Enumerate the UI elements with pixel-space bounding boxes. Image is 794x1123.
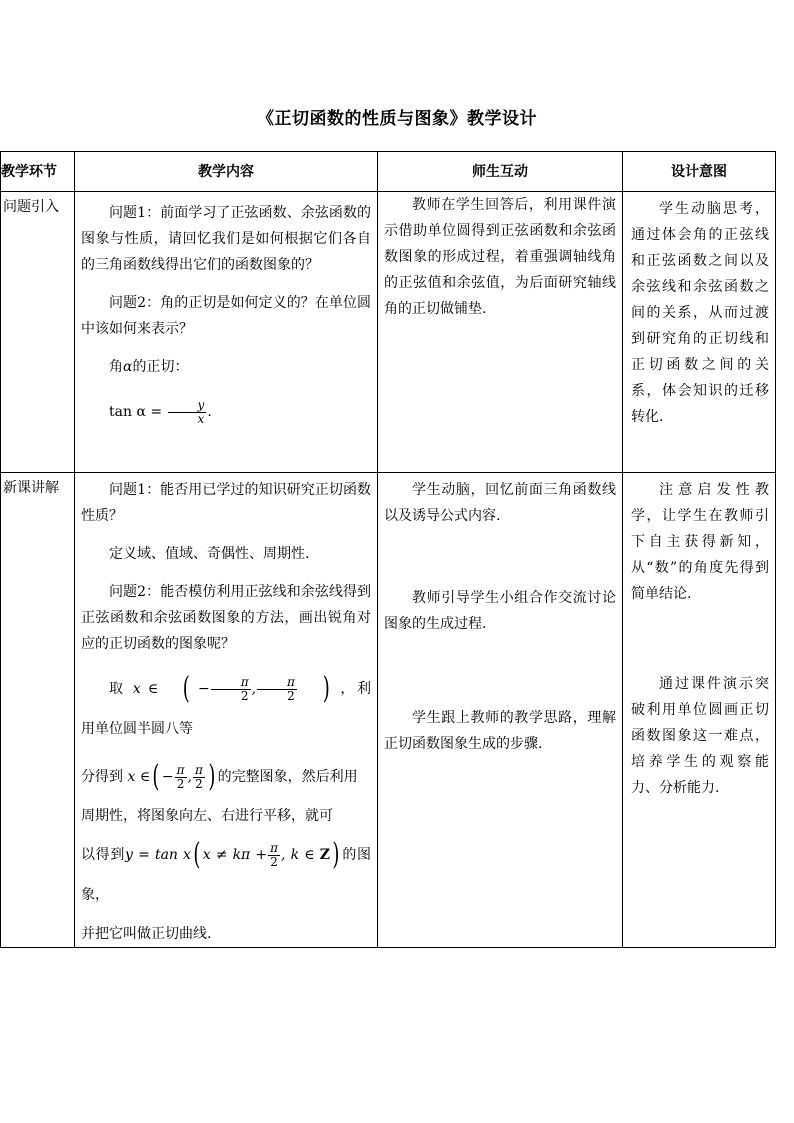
question-1: 问题1：能否用已学过的知识研究正切函数性质？ (81, 482, 371, 524)
properties-list: 定义域、值域、奇偶性、周期性. (109, 546, 310, 562)
design-text-2: 通过课件演示突破利用单位圆画正切函数图象这一难点，培养学生的观察能力、分析能力. (631, 676, 769, 796)
periodicity-line: 周期性，将图象向左、右进行平移，就可 (81, 808, 333, 824)
question-2: 问题2：角的正切是如何定义的？在单位圆中该如何来表示？ (81, 295, 371, 337)
document-title: 《正切函数的性质与图象》教学设计 (257, 109, 537, 129)
header-content: 教学内容 (75, 152, 378, 192)
split-interval: 分得到 x ∈( − $\frac{\pi}{2}$ , $\frac{\pi}{2}$ ) 的完整图象，然后利用 (81, 759, 358, 794)
content-cell (75, 473, 378, 948)
interaction-text: 教师在学生回答后，利用课件演示借助单位圆得到正弦函数和余弦函数图象的形成过程，着重强调轴线角的正弦值和余弦值，为后面研究轴线角的正切做铺垫. (384, 197, 616, 317)
angle-label: 角α的正切： (109, 359, 189, 375)
header-design: 设计意图 (623, 152, 776, 192)
interaction-cell (378, 473, 623, 948)
content-cell (75, 192, 378, 473)
table-row (1, 192, 776, 473)
tangent-curve-line: 并把它叫做正切曲线. (81, 926, 212, 942)
take-interval: 取 x ∈ ( − $\frac{\pi}{2}$ , $\frac{\pi}{2}$ ) ，利用单位圆半圆八等 (81, 671, 372, 737)
tangent-formula: tan α = $\frac{y}{x}$ . (109, 397, 212, 426)
interaction-cell (378, 192, 623, 473)
lesson-plan-table (0, 151, 776, 948)
section-label: 问题引入 (1, 192, 75, 473)
question-2: 问题2：能否模仿利用正弦线和余弦线得到正弦函数和余弦函数图象的方法，画出锐角对应的正切函数的图象呢？ (81, 584, 371, 652)
design-text-1: 注意启发性教学，让学生在教师引下自主获得新知，从“数”的角度先得到简单结论. (631, 482, 769, 602)
section-label: 新课讲解 (1, 473, 75, 948)
design-text: 学生动脑思考，通过体会角的正弦线和正弦函数之间以及余弦线和余弦函数之间的关系，从而过渡到研究角的正切线和正切函数之间的关系，体会知识的迁移转化. (631, 201, 769, 425)
design-cell (623, 473, 776, 948)
interaction-text-2: 教师引导学生小组合作交流讨论图象的生成过程. (384, 590, 616, 632)
table-row (1, 473, 776, 948)
table-header-row (1, 152, 776, 192)
question-1: 问题1：前面学习了正弦函数、余弦函数的图象与性质，请回忆我们是如何根据它们各自的三角函数线得出它们的函数图象的？ (81, 205, 371, 273)
header-interaction: 师生互动 (378, 152, 623, 192)
function-line: 以得到y = tan x( x ≠ kπ + $\frac{\pi}{2}$ , k ∈ Z) 的图象， (81, 837, 372, 903)
design-cell (623, 192, 776, 473)
interaction-text-3: 学生跟上教师的教学思路，理解正切函数图象生成的步骤. (384, 710, 616, 752)
interaction-text-1: 学生动脑，回忆前面三角函数线以及诱导公式内容. (384, 482, 616, 524)
header-section: 教学环节 (1, 152, 75, 192)
